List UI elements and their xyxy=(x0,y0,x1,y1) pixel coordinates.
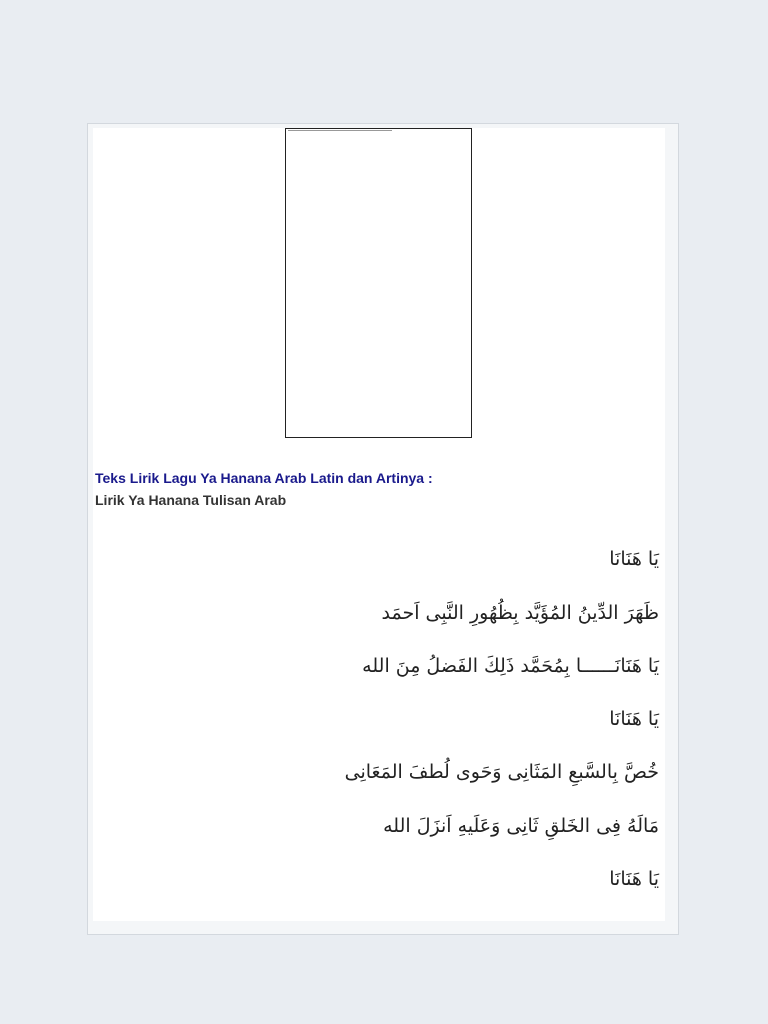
lyric-line: يَا هَنَانَا xyxy=(609,708,659,730)
lyrics-subheading: Lirik Ya Hanana Tulisan Arab xyxy=(95,492,287,508)
lyric-line: مَالَهُ فِى الخَلقِ ثَانِى وَعَلَيهِ اَنزَلَ الله xyxy=(383,815,659,837)
lyrics-heading: Teks Lirik Lagu Ya Hanana Arab Latin dan Artinya : xyxy=(95,470,433,486)
document-page xyxy=(93,128,665,921)
lyric-line: خُصَّ بِالسَّبعِ المَثَانِى وَحَوى لُطفَ المَعَانِى xyxy=(344,761,659,783)
embedded-image-placeholder xyxy=(285,128,472,438)
lyric-line: يَا هَنَانَا xyxy=(609,548,659,570)
lyric-line: ظَهَرَ الدِّينُ المُؤَيَّد بِظُهُورِ النَّبِى اَحمَد xyxy=(381,602,659,624)
image-caption-line xyxy=(288,130,392,131)
lyric-line: يَا هَنَانَا xyxy=(609,868,659,890)
lyric-line: يَا هَنَانَــــــا بِمُحَمَّد ذَلِكَ الفَضلُ مِنَ الله xyxy=(362,655,659,677)
